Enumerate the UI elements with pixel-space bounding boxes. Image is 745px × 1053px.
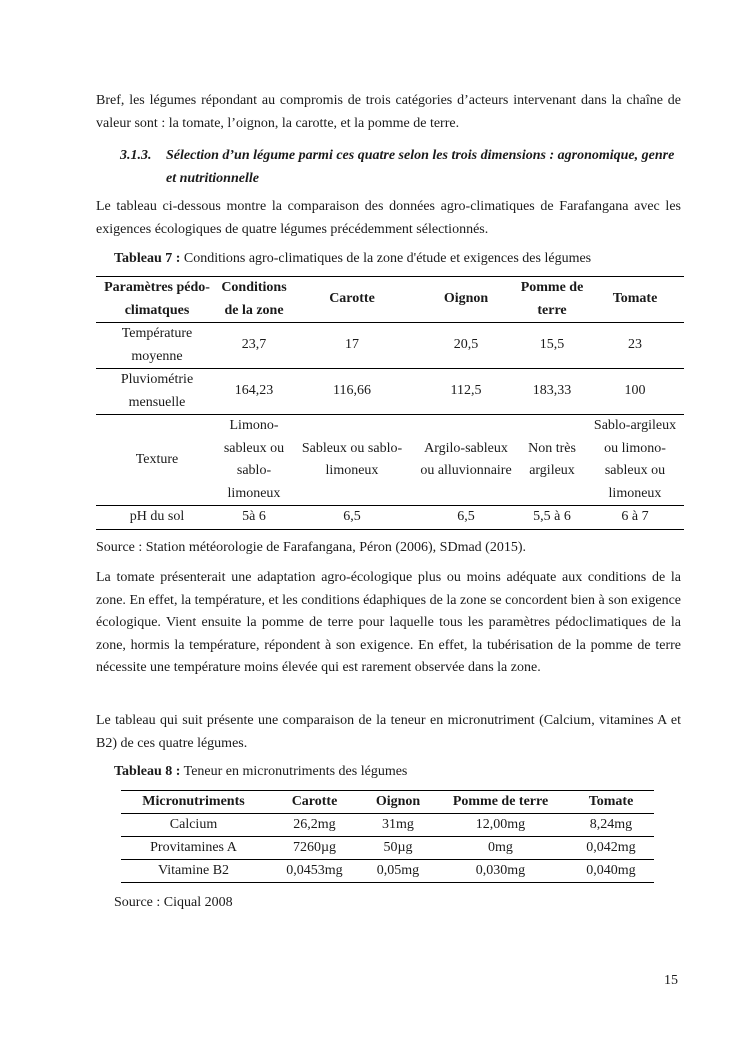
row-label: Calcium	[169, 817, 218, 832]
table-cell: 6 à 7	[621, 509, 649, 524]
header-cell: Carotte	[329, 291, 375, 307]
section-title: Sélection d’un légume parmi ces quatre selon les trois dimensions : agronomique, genre et nutritionnelle	[166, 148, 675, 186]
row-label: Provitamines A	[150, 840, 237, 855]
table-cell: 112,5	[450, 383, 482, 399]
table-cell: 116,66	[333, 383, 371, 399]
table-cell: 50µg	[383, 840, 413, 855]
intro-paragraph: Bref, les légumes répondant au compromis de trois catégories d’acteurs intervenant dans la chaîne de valeur sont : la tomate, l’oignon, la carotte, et la pomme de terre.	[96, 93, 681, 131]
table8-caption-label: Tableau 8 :	[114, 764, 181, 779]
table-cell: 7260µg	[292, 840, 337, 855]
table-row	[96, 415, 684, 506]
table-cell: 0,040mg	[586, 863, 636, 878]
table7-caption-text: Conditions agro-climatiques de la zone d'étude et exigences des légumes	[183, 251, 592, 266]
section-heading	[120, 145, 681, 190]
table8-intro-paragraph: Le tableau qui suit présente une comparaison de la teneur en micronutriment (Calcium, vitamines A et B2) de ces quatre légumes.	[96, 713, 681, 751]
header-cell: Tomate	[612, 291, 658, 307]
table-row	[96, 323, 684, 369]
table-cell: 0mg	[488, 840, 513, 855]
table-row	[96, 506, 684, 530]
table7-intro-paragraph: Le tableau ci-dessous montre la comparaison des données agro-climatiques de Farafangana avec les exigences écologiques de quatre légumes précédemment sélectionnés.	[96, 199, 681, 237]
table7-caption	[114, 249, 591, 269]
row-label: Pluviométrie mensuelle	[120, 372, 194, 410]
table-cell: 0,05mg	[376, 863, 420, 878]
table-cell: 20,5	[453, 337, 479, 353]
row-label: Température moyenne	[121, 326, 193, 364]
table8-caption	[114, 762, 407, 782]
table-cell: 0,042mg	[586, 840, 636, 855]
table-cell: Sableux ou sablo-limoneux	[301, 440, 403, 478]
table-cell: 164,23	[234, 383, 274, 399]
table-cell: 6,5	[457, 509, 475, 524]
row-label: pH du sol	[129, 509, 185, 524]
header-cell: Carotte	[291, 794, 338, 809]
header-cell: Oignon	[443, 291, 489, 307]
header-cell: Micronutriments	[142, 794, 245, 809]
table-cell: 183,33	[532, 383, 572, 399]
analysis-paragraph: La tomate présenterait une adaptation agro-écologique plus ou moins adéquate aux conditions de la zone. En effet, la température, et les conditions édaphiques de la zone se concordent bien à son exigence écologique. Vient ensuite la pomme de terre pour laquelle tous les paramètres pédoclimatiques de la zone, hormis la température, répondent à son exigence. En effet, la tubérisation de la pomme de terre nécessite une température moins élevée qui est rarement observée dans la zone.	[96, 570, 681, 675]
table-row	[121, 837, 654, 860]
table7-source: Source : Station météorologie de Farafangana, Péron (2006), SDmad (2015).	[96, 540, 527, 555]
header-cell: Oignon	[375, 794, 421, 809]
micronutrient-table	[121, 790, 654, 883]
header-cell: Paramètres pédo-climatques	[104, 280, 210, 318]
table-cell: 5à 6	[242, 509, 266, 524]
table7-caption-label: Tableau 7 :	[114, 251, 181, 266]
table-cell: 0,030mg	[475, 863, 526, 878]
row-label: Texture	[135, 451, 179, 467]
table-cell: Sablo-argileux ou limono-sableux ou limoneux	[593, 418, 677, 501]
table-cell: Argilo-sableux ou alluvionnaire	[420, 440, 512, 478]
table-row	[121, 860, 654, 883]
table-cell: 100	[624, 383, 646, 399]
table-cell: 17	[345, 337, 359, 353]
table-cell: 12,00mg	[475, 817, 526, 832]
agro-climatic-table	[96, 276, 684, 530]
table8-source: Source : Ciqual 2008	[114, 895, 233, 910]
header-cell: Pomme de terre	[452, 794, 549, 809]
table-cell: 31mg	[382, 817, 414, 832]
table-cell: 23	[628, 337, 642, 353]
table-cell: 6,5	[343, 509, 361, 524]
table-cell: Limono-sableux ou sablo-limoneux	[223, 418, 285, 501]
table-row	[96, 369, 684, 415]
table-cell: Non très argileux	[528, 440, 576, 478]
table-header-row	[96, 277, 684, 323]
table-row	[121, 814, 654, 837]
page-number: 15	[664, 973, 678, 988]
table8-caption-text: Teneur en micronutriments des légumes	[183, 764, 408, 779]
table-cell: 5,5 à 6	[533, 509, 571, 524]
table-cell: 0,0453mg	[286, 863, 343, 878]
header-cell: Pomme de terre	[520, 280, 584, 318]
table-cell: 23,7	[241, 337, 267, 353]
section-number: 3.1.3.	[120, 148, 152, 163]
header-cell: Conditions de la zone	[221, 280, 287, 318]
row-label: Vitamine B2	[157, 863, 230, 878]
table-header-row	[121, 791, 654, 814]
table-cell: 15,5	[539, 337, 565, 353]
table-cell: 8,24mg	[589, 817, 633, 832]
header-cell: Tomate	[588, 794, 634, 809]
table-cell: 26,2mg	[293, 817, 336, 832]
